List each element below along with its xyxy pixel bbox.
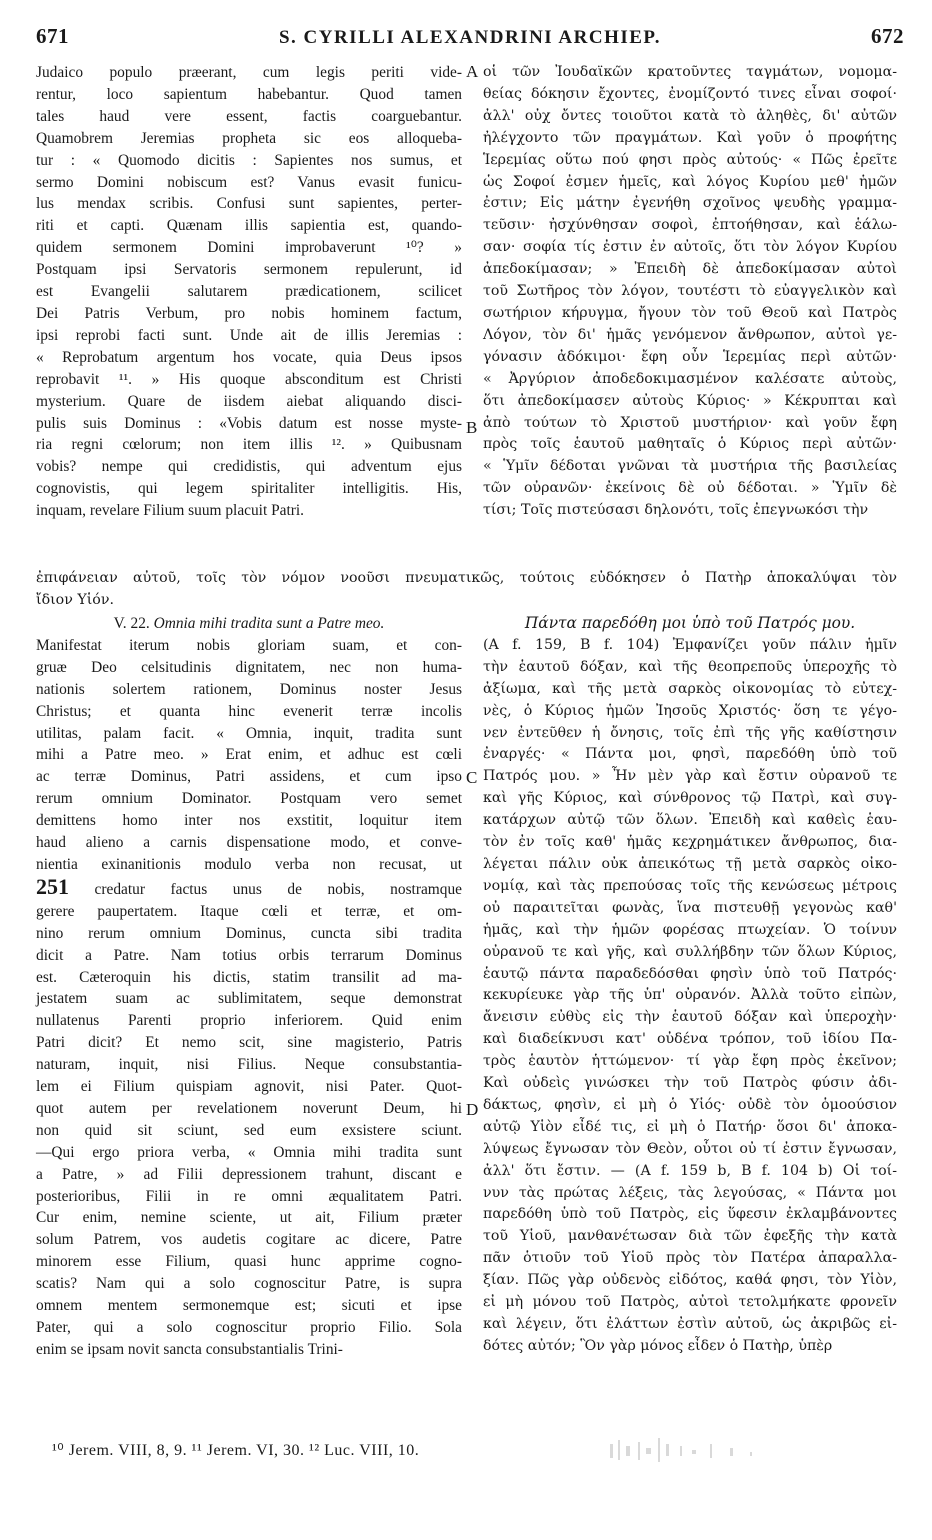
greek-line: σαν· σοφία τίς ἐστιν ἐν αὐτοῖς, ὅτι τὸν λόγον Κυρίου — [483, 239, 897, 256]
latin-line: tur : « Quomodo dicitis : Sapientes nos sumus, et — [36, 151, 462, 169]
greek-line: ἐπιφάνειαν αὐτοῦ, τοῖς τὸν νόμον νοοῦσι πνευματικῶς, τούτοις εὐδόκησεν ὁ Πατὴρ ἀποκαλύψαι τὸν — [36, 570, 897, 586]
latin-line: quot autem per revelationem noverunt Deum, hi — [36, 1099, 462, 1117]
latin-column-bottom — [36, 613, 462, 1361]
latin-line: est. Cæteroquin his dictis, statim transilit ad ma- — [36, 968, 462, 986]
latin-line: Postquam ipsi Servatoris sermonem repulerunt, id — [36, 261, 462, 279]
latin-line: Dei Patris Verbum, pro nobis hominem factum, — [36, 304, 462, 322]
latin-line: haud alieno a carnis dispensatione modo, et conve- — [36, 834, 462, 852]
latin-line: non quid sit sciunt, sed eum exsistere sciunt. — [36, 1121, 462, 1139]
greek-line: οὐρανοῦ τε καὶ γῆς, καὶ συλλήβδην τῶν ὅλων Κύριος, — [483, 943, 897, 960]
greek-line: κατάρχων αὐτῷ τῶν ὅλων. Ἐπειδὴ καὶ καθεὶς ἑαυ- — [483, 812, 897, 829]
greek-line: ἴδιον Υἱόν. — [36, 591, 114, 608]
greek-line: καὶ λέγειν, ὅτι ἐλάττων ἐστὶν αὐτοῦ, ὡς ἀκριβῶς εἰ- — [483, 1316, 897, 1332]
margin-letter-a: A — [466, 62, 479, 81]
greek-line: Λόγον, τὸν δι' ἡμᾶς γενόμενον ἄνθρωπον, αὐτοὶ γε- — [483, 326, 897, 343]
latin-line: lus mendax scribis. Confusi sunt sapientes, perter- — [36, 195, 462, 213]
greek-line: Καὶ οὐδεὶς γινώσκει τὴν τοῦ Πατρὸς φύσιν ἀδι- — [483, 1075, 897, 1092]
greek-line: ἐναργές· « Πάντα μοι, φησὶ, παρεδόθη ὑπὸ τοῦ — [483, 746, 897, 763]
verse-heading-latin: V. 22. Omnia mihi tradita sunt a Patre meo. — [113, 615, 385, 632]
latin-line: utilitas, palam facit. « Omnia, inquit, tradita sunt — [36, 724, 462, 742]
greek-line: τεῦσιν· ἠσχύνθησαν σοφοὶ, ἐπτοήθησαν, καὶ ἑάλω- — [483, 217, 897, 234]
greek-line: σωτήριον κήρυγμα, ἤγουν τὸν τοῦ Θεοῦ καὶ Πατρὸς — [483, 304, 897, 321]
greek-line: ἀλλ' ὅτι ἔστιν. — (A f. 159 b, B f. 104 b) Οἱ τοί- — [483, 1162, 897, 1179]
verse-heading-greek: Πάντα παρεδόθη μοι ὑπὸ τοῦ Πατρός μου. — [524, 614, 856, 632]
latin-line: riti et capti. Quænam illis sapientia est, quando- — [36, 217, 462, 235]
greek-line: ἡμᾶς, καὶ τὴν ἡμῶν φορέσας πτωχείαν. Ὁ τοίνυν — [483, 921, 897, 938]
greek-line: τίσι; Τοῖς πιστεύσασι δηλονότι, τοῖς ἐπεγνωκόσι τὴν — [483, 502, 869, 519]
latin-line: quidem sermonem Domini improbaverunt ¹⁰? » — [36, 239, 462, 257]
greek-line: πᾶν ὁτιοῦν τοῦ Υἱοῦ πρὸς τὸν Πατέρα ἀπαραλλα- — [483, 1250, 897, 1267]
greek-line: καὶ γῆς Κύριος, καὶ σύνθρονος τῷ Πατρὶ, καὶ συγ- — [483, 790, 897, 807]
latin-line: demittens homo inter nos exstitit, loquitur item — [36, 812, 462, 830]
latin-line: dicit a Patre. Nam totius orbis terrarum Dominus — [36, 946, 462, 964]
latin-line: naturam, inquit, nisi Filius. Neque consubstantia- — [36, 1056, 462, 1074]
greek-line: αὐτῷ Υἱὸν εἶδέ τις, εἰ μὴ ὁ Πατήρ· ὅσοι δι' ἀποκα- — [483, 1118, 897, 1135]
greek-line: (A f. 159, B f. 104) Ἐμφανίζει γοῦν πάλιν ἡμῖν — [483, 636, 897, 653]
latin-line: tales haud vere essent, factis coarguebantur. — [36, 107, 462, 125]
greek-line: γόνασιν ἀδόκιμοι· ἔφη οὖν Ἱερεμίας περὶ αὐτῶν· — [483, 348, 897, 365]
greek-line: νὲς, ὁ Κύριος ἡμῶν Ἰησοῦς Χριστός· ὅση τε γέγο- — [483, 702, 897, 719]
greek-column-bottom — [483, 613, 897, 1358]
greek-line: κεκυρίευκε γὰρ τῆς ὑπ' οὐρανόν. Ἀλλὰ τοῦτο εἰπὼν, — [483, 987, 897, 1004]
greek-spanning-lines — [36, 568, 897, 612]
greek-line: παρεδόθη ὑπὸ τοῦ Πατρὸς, εἰς ὕφεσιν ἐκλαμβάνοντες — [483, 1206, 897, 1223]
greek-line: καὶ διαδείκνυσι κατ' οὐδένα τρόπον, τοῦ ἰδίου Πα- — [483, 1031, 897, 1048]
greek-line: ἀπὸ τούτων τὸ Χριστοῦ μυστήριον· καὶ γοῦν ἔφη — [483, 414, 897, 431]
latin-line: posterioribus, Filii in re omni æqualitatem Patri. — [36, 1187, 462, 1205]
page-number-right: 672 — [870, 24, 904, 48]
greek-line: Ἱερεμίας οὕτω πού φησι πρὸς αὐτούς· « Πῶς ἐρεῖτε — [483, 151, 897, 168]
running-header — [36, 24, 904, 54]
latin-line: solum Patrem, vos audetis cogitare ac dicere, Patre — [36, 1231, 462, 1249]
greek-column-top — [483, 62, 897, 522]
greek-line: νομίᾳ, καὶ τὰς πρεπούσας τοῖς τῆς κενώσεως μέτροις — [483, 877, 897, 894]
latin-line: nationis solertem rationem, Dominus noster Jesus — [36, 680, 462, 698]
greek-line: οἱ τῶν Ἰουδαϊκῶν κρατοῦντες ταγμάτων, νομομα- — [483, 64, 897, 80]
latin-line: Quamobrem Jeremias propheta sic eos alloqueba- — [36, 129, 462, 147]
greek-line: ἠλέγχοντο τῶν πραγμάτων. Καὶ γοῦν ὁ προφήτης — [483, 129, 897, 146]
footnotes: ¹⁰ Jerem. VIII, 8, 9. ¹¹ Jerem. VI, 30. ¹² Luc. VIII, 10. — [52, 1442, 420, 1459]
latin-line: a Patre, » ad Filii depressionem trahunt, discant e — [36, 1165, 462, 1183]
latin-line: Cur enim, nemine sciente, ut ait, Filium præter — [36, 1209, 462, 1227]
latin-line: vobis? nempe qui credidistis, qui adventum ejus — [36, 458, 462, 476]
greek-line: ξίαν. Πῶς γὰρ οὐδενὸς εἰδότος, καθά φησι, τὸν Υἱὸν, — [483, 1272, 897, 1289]
greek-line: θείας δόκησιν ἔχοντες, ἐνομίζοντό τινες εἶναι σοφοί· — [483, 85, 897, 102]
latin-line: reprobavit ¹¹. » His quoque absconditum est Christi — [36, 370, 462, 388]
latin-line: —Qui ergo priora verba, « Omnia mihi tradita sunt — [36, 1143, 462, 1161]
running-title: S. CYRILLI ALEXANDRINI ARCHIEP. — [278, 27, 662, 48]
latin-line: Patri dicit? Et nemo scit, sine magisterio, Patris — [36, 1034, 462, 1052]
latin-line: inquam, revelare Filium suum placuit Patri. — [36, 502, 304, 520]
greek-line: πρὸς τοῖς ἑαυτοῦ μαθηταῖς ὁ Κύριος περὶ αὐτῶν· — [483, 436, 897, 453]
latin-line: mihi a Patre meo. » Erat enim, et adhuc est cœli — [36, 746, 462, 764]
latin-line: gruæ Deo celsitudinis dignitatem, nec non huma- — [36, 658, 462, 676]
latin-line: Pater, qui a solo cognoscitur proprio Filio. Sola — [36, 1319, 462, 1336]
greek-line: τοῦ Υἱοῦ, μανθανέτωσαν διὰ τῶν ἐφεξῆς τὴν κατὰ — [483, 1228, 897, 1245]
margin-letter-b: B — [466, 418, 478, 437]
greek-line: ἀξίωμα, καὶ τῆς μετὰ σαρκὸς οἰκονομίας τὸ εὐτεχ- — [483, 680, 897, 697]
margin-letter-c: C — [466, 768, 478, 787]
latin-line: « Reprobatum argentum hos vocate, quia Deus ipsos — [36, 348, 462, 366]
greek-line: τὴν ἑαυτοῦ δόξαν, καὶ τῆς θεοπρεποῦς ὑπεροχῆς τὸ — [483, 658, 897, 675]
latin-line: nino rerum omnium Dominus, cuncta sibi tradita — [36, 924, 462, 942]
latin-line: mysterium. Quare de iisdem aiebat aliquando disci- — [36, 392, 462, 410]
greek-line: ὅτι ἀπεδοκίμασεν αὐτοὺς Κύριος· » Κέκρυπται καὶ — [483, 392, 897, 409]
greek-line: δότες αὐτόν; Ὃν γὰρ μόνος εἶδεν ὁ Πατὴρ, ὑπὲρ — [483, 1337, 833, 1354]
greek-line: λύψεως ἔγνωσαν τὸν Θεὸν, οὗτοι οὐ τί ἐστιν ἔγνωσαν, — [483, 1140, 897, 1157]
latin-line: nientia exinanitionis modulo verba non recusat, ut — [36, 855, 462, 873]
latin-line: ria regni cœlorum; non item illis ¹². » Quibusnam — [36, 436, 462, 454]
greek-line: ἀλλ' οὐχ ὄντες τοιοῦτοι κατὰ τὸ ἀληθὲς, δι' αὐτῶν — [483, 107, 897, 124]
greek-line: ἀπεδοκίμασαν; » Ἐπειδὴ δὲ ἀπεδοκίμασαν αὐτοὶ — [483, 261, 897, 278]
latin-line: rerum omnium Dominator. Postquam vero semet — [36, 790, 462, 808]
latin-line: Manifestat iterum nobis gloriam suam, et con- — [36, 636, 462, 654]
greek-line: οὐ παραιτεῖται φωνὰς, ἵνα πιστευθῇ γεγονὼς καθ' — [483, 899, 897, 916]
latin-line: gerere paupertatem. Itaque cœli et terræ, et om- — [36, 902, 462, 920]
scan-smudge — [600, 1432, 800, 1480]
latin-column-top — [36, 62, 462, 522]
latin-line: jestatem suam ac sublimitatem, seque demonstrat — [36, 990, 462, 1008]
latin-line: 251 credatur factus unus de nobis, nostramque — [36, 873, 462, 899]
latin-line: est Evangelii salutarem prædicationem, scilicet — [36, 283, 462, 301]
latin-line: omnem mentem sermonemque est; sicuti et ipse — [36, 1297, 462, 1315]
latin-line: nullatenus Parenti proprio inferiorem. Quid enim — [36, 1012, 462, 1030]
greek-line: « Ὑμῖν δέδοται γνῶναι τὰ μυστήρια τῆς βασιλείας — [483, 458, 897, 475]
greek-line: « Ἀργύριον ἀποδεδοκιμασμένον καλέσατε αὐτοὺς, — [483, 370, 897, 387]
margin-letter-d: D — [466, 1100, 479, 1119]
latin-line: enim se ipsam novit sancta consubstantialis Trini- — [36, 1340, 343, 1358]
greek-line: δάκτως, φησὶν, εἰ μὴ ὁ Υἱός· οὐδὲ τὸν ὁμοούσιον — [483, 1096, 897, 1113]
greek-line: ἄνεισιν εὐθὺς εἰς τὴν ἑαυτοῦ δόξαν καὶ ὑπεροχὴν· — [483, 1009, 897, 1026]
greek-line: τῶν οὐρανῶν· ἐκείνοις δὲ οὐ δέδοται. » Ὑμῖν δὲ — [483, 480, 897, 497]
latin-line: rentur, loco sapientum habebantur. Quod tamen — [36, 85, 462, 103]
greek-line: εἰ μὴ μόνου τοῦ Πατρὸς, αὐτοὶ τετολμήκατε φρονεῖν — [483, 1294, 897, 1311]
greek-line: ὡς Σοφοί ἐσμεν ἡμεῖς, καὶ λόγος Κυρίου μεθ' ἡμῶν — [483, 173, 897, 190]
greek-line: τρὸς ἑαυτὸν ἡττώμενον· τί γὰρ ἔφη πρὸς ἐκεῖνον; — [483, 1053, 897, 1070]
latin-line: sermo Domini nobiscum est? Vanus evasit funicu- — [36, 173, 462, 191]
latin-line: scatis? Nam qui a solo cognoscitur Patre, is supra — [36, 1275, 462, 1293]
latin-line: minorem esse Filium, quasi hunc apprime cogno- — [36, 1253, 462, 1271]
latin-line: pulis suis Dominus : «Vobis datum est nosse myste- — [36, 414, 462, 432]
page-number-left: 671 — [36, 24, 69, 48]
greek-line: νυν τὰς πρώτας λέξεις, τὰς λεγούσας, « Πάντα μοι — [483, 1184, 897, 1201]
latin-line: ipsi reprobi facti sunt. Unde ait de illis Jeremias : — [36, 326, 462, 344]
latin-line: Judaico populo præerant, cum legis periti vide- — [36, 64, 462, 81]
greek-line: νεν ἐντεῦθεν ἡ ὄνησις, τοῖς ἐπὶ τῆς γῆς καθίστησιν — [483, 724, 897, 741]
greek-line: ἐστιν; Εἰς μάτην ἐγενήθη σχοῖνος ψευδὴς γραμμα- — [483, 195, 897, 212]
greek-line: λέγεται πάλιν οὐκ ἀπεικότως τῇ μετὰ σαρκὸς οἰκο- — [483, 855, 897, 872]
latin-line: cognovistis, qui legem spiritaliter intelligitis. His, — [36, 480, 462, 498]
latin-line: ac terræ Dominus, Patri assidens, et cum ipso — [36, 768, 462, 786]
column-number-251: 251 — [36, 873, 69, 899]
greek-line: ἑαυτῷ πάντα παραδεδόσθαι φησὶν ὑπὸ τοῦ Πατρός· — [483, 965, 897, 982]
greek-line: τοῦ Σωτῆρος τὸν λόγον, τουτέστι τὸ εὐαγγελικὸν καὶ — [483, 283, 897, 300]
greek-line: τὸν ἐν τοῖς καθ' ἡμᾶς κεχρημάτικεν ἄνθρωπος, δια- — [483, 834, 897, 851]
greek-line: Πατρός μου. » Ἦν μὲν γὰρ καὶ ἔστιν οὐρανοῦ τε — [483, 768, 897, 785]
latin-line: Christus; et quanta hinc evenerit terræ incolis — [36, 702, 462, 720]
latin-line: lem ei Filium quispiam agnovit, nisi Pater. Quot- — [36, 1078, 462, 1096]
